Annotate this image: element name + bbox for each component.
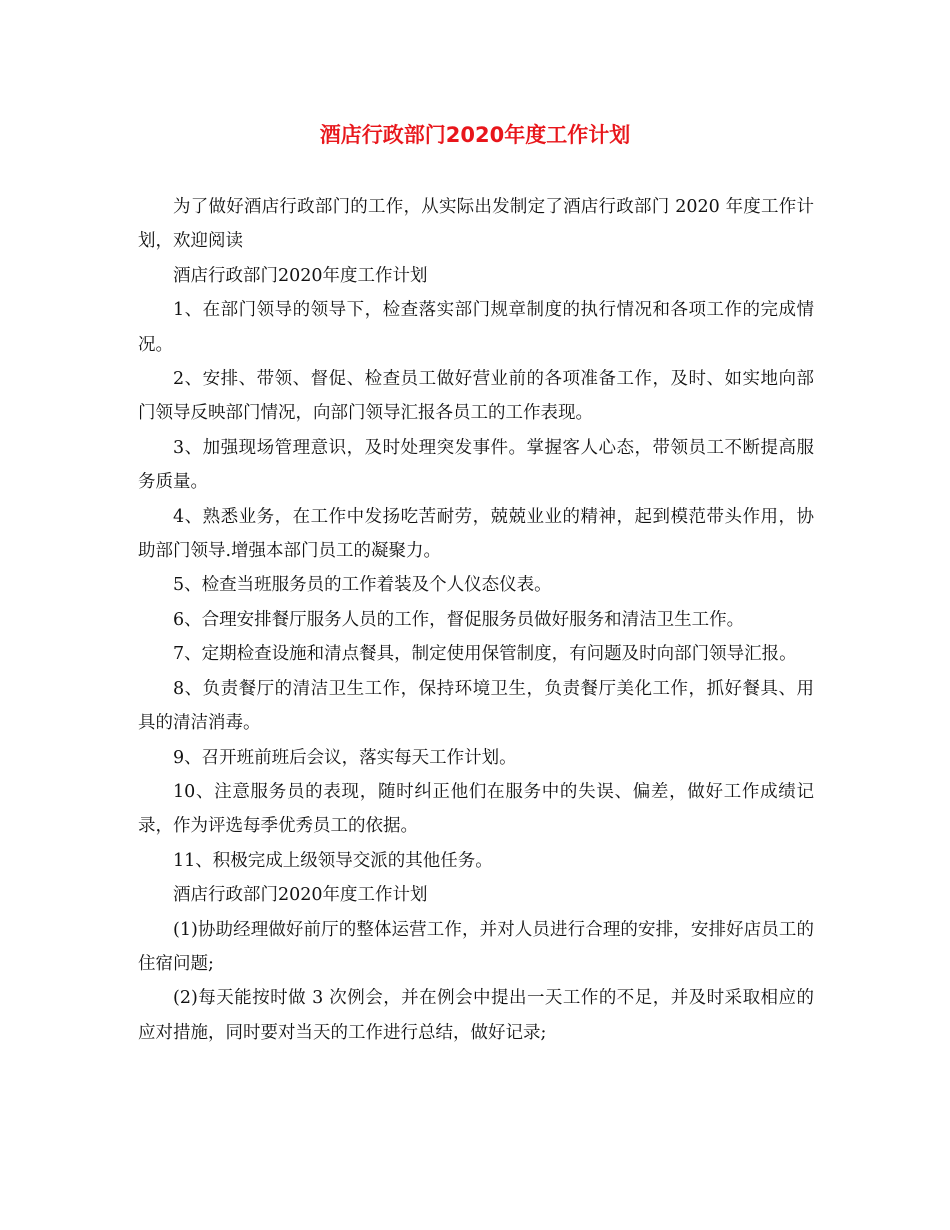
list-item: 11、积极完成上级领导交派的其他任务。 — [173, 850, 493, 871]
list-item: 6、合理安排餐厅服务人员的工作，督促服务员做好服务和清洁卫生工作。 — [173, 609, 745, 630]
list-item: 2、安排、带领、督促、检查员工做好营业前的各项准备工作，及时、如实地向部门领导反映部门情况，向部门领导汇报各员工的工作表现。 — [138, 369, 814, 424]
list-item: 1、在部门领导的领导下，检查落实部门规章制度的执行情况和各项工作的完成情况。 — [138, 300, 814, 355]
list-item: 5、检查当班服务员的工作着装及个人仪态仪表。 — [173, 575, 552, 596]
list-item: (1)协助经理做好前厅的整体运营工作，并对人员进行合理的安排，安排好店员工的住宿问题; — [138, 919, 814, 974]
document-body — [138, 190, 814, 1050]
list-item: 4、熟悉业务，在工作中发扬吃苦耐劳，兢兢业业的精神，起到模范带头作用，协助部门领导.增强本部门员工的凝聚力。 — [138, 506, 814, 562]
document-title: 酒店行政部门2020年度工作计划 — [319, 123, 631, 147]
intro-paragraph: 为了做好酒店行政部门的工作，从实际出发制定了酒店行政部门 2020 年度工作计划，欢迎阅读 — [138, 197, 814, 252]
section-heading: 酒店行政部门2020年度工作计划 — [173, 885, 428, 906]
list-item: 10、注意服务员的表现，随时纠正他们在服务中的失误、偏差，做好工作成绩记录，作为评选每季优秀员工的依据。 — [138, 781, 814, 837]
list-item: 7、定期检查设施和清点餐具，制定使用保管制度，有问题及时向部门领导汇报。 — [173, 644, 797, 665]
list-item: 8、负责餐厅的清洁卫生工作，保持环境卫生，负责餐厅美化工作，抓好餐具、用具的清洁消毒。 — [138, 678, 814, 734]
list-item: 9、召开班前班后会议，落实每天工作计划。 — [173, 747, 517, 768]
list-item: (2)每天能按时做 3 次例会，并在例会中提出一天工作的不足，并及时采取相应的应对措施，同时要对当天的工作进行总结，做好记录; — [138, 988, 814, 1043]
section-heading: 酒店行政部门2020年度工作计划 — [173, 265, 428, 286]
list-item: 3、加强现场管理意识，及时处理突发事件。掌握客人心态，带领员工不断提高服务质量。 — [138, 437, 814, 493]
